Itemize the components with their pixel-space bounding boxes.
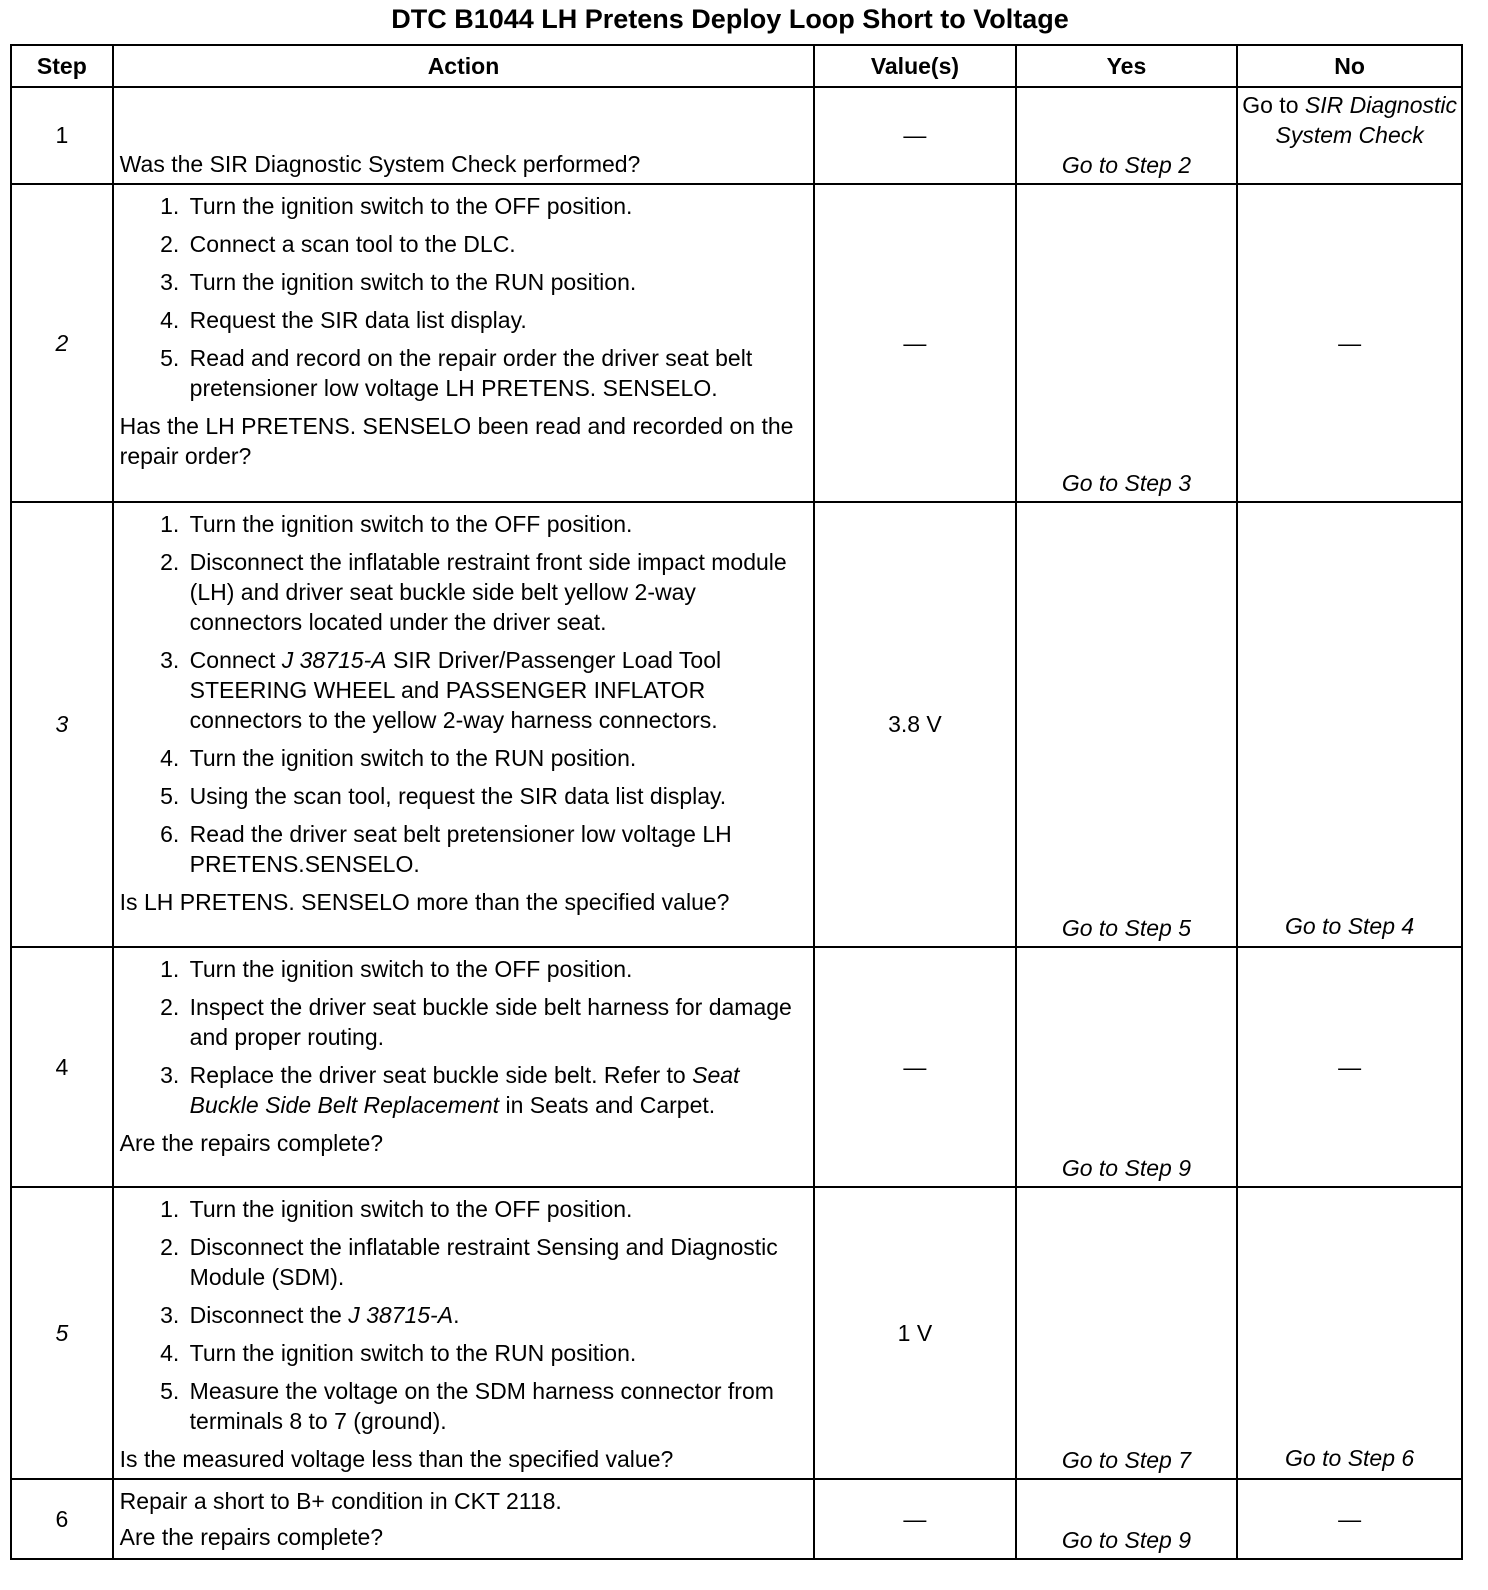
action-step: 1. Turn the ignition switch to the OFF position. (186, 191, 808, 221)
yes-cell: Go to Step 3 (1016, 184, 1238, 502)
action-cell (113, 1187, 815, 1479)
value-text: — (903, 122, 927, 148)
header-step: Step (11, 45, 113, 87)
action-steps-list (120, 191, 808, 403)
step-number: 2 (11, 184, 113, 502)
action-step: 2. Inspect the driver seat buckle side belt harness for damage and proper routing. (186, 992, 808, 1052)
action-step: 5. Read and record on the repair order the driver seat belt pretensioner low voltage LH PRETENS. SENSELO. (186, 343, 808, 403)
yes-cell: Go to Step 2 (1016, 87, 1238, 184)
header-no: No (1237, 45, 1462, 87)
yes-cell: Go to Step 9 (1016, 947, 1238, 1187)
action-question: Was the SIR Diagnostic System Check performed? (119, 151, 641, 177)
no-cell (1237, 87, 1462, 184)
action-step (186, 645, 808, 735)
action-question: Is the measured voltage less than the specified value? (119, 1446, 674, 1472)
action-step-text: Connect (189, 647, 282, 673)
action-step-text: in Seats and Carpet. (499, 1092, 716, 1118)
action-step: 2. Connect a scan tool to the DLC. (186, 229, 808, 259)
no-cell: — (1237, 184, 1462, 502)
action-step: 1. Turn the ignition switch to the OFF position. (186, 1194, 808, 1224)
step-number: 3 (11, 502, 113, 947)
value-text: — (903, 1505, 927, 1532)
action-step (186, 1300, 808, 1330)
action-cell (113, 87, 815, 184)
table-row-step-1 (11, 87, 1462, 184)
value-cell (814, 502, 1015, 947)
action-step-text: . (453, 1302, 460, 1328)
step-number: 1 (11, 87, 113, 184)
action-step: 1. Turn the ignition switch to the OFF position. (186, 509, 808, 539)
no-cell: — (1237, 1479, 1462, 1559)
action-step: 4. Request the SIR data list display. (186, 305, 808, 335)
action-step-text: Disconnect the (189, 1302, 349, 1328)
action-steps-list (120, 509, 808, 879)
header-row (11, 45, 1462, 87)
action-step (186, 1060, 808, 1120)
action-step: 6. Read the driver seat belt pretensioner low voltage LH PRETENS.SENSELO. (186, 819, 808, 879)
action-step: 4. Turn the ignition switch to the RUN position. (186, 1338, 808, 1368)
no-reference: SIR Diagnostic System Check (1275, 92, 1458, 148)
step-number: 5 (11, 1187, 113, 1479)
value-cell (814, 947, 1015, 1187)
action-step-text: SIR Driver/Passenger Load Tool STEERING WHEEL and PASSENGER INFLATOR connectors to the yellow 2-way harness connectors. (189, 647, 722, 733)
diagnostic-table (10, 44, 1463, 1560)
table-row-step-6 (11, 1479, 1462, 1559)
value-text: — (903, 329, 927, 356)
action-question: Are the repairs complete? (119, 1130, 384, 1156)
action-cell (113, 184, 815, 502)
table-row-step-3 (11, 502, 1462, 947)
header-action: Action (113, 45, 815, 87)
table-row-step-4 (11, 947, 1462, 1187)
value-cell (814, 184, 1015, 502)
action-step: 1. Turn the ignition switch to the OFF position. (186, 954, 808, 984)
step-number: 4 (11, 947, 113, 1187)
action-cell (113, 502, 815, 947)
action-question: Is LH PRETENS. SENSELO more than the specified value? (119, 889, 730, 915)
yes-cell: Go to Step 9 (1016, 1479, 1238, 1559)
value-cell (814, 1479, 1015, 1559)
step-number: 6 (11, 1479, 113, 1559)
action-instruction: Repair a short to B+ condition in CKT 2118. (119, 1488, 562, 1514)
action-step: 5. Measure the voltage on the SDM harness connector from terminals 8 to 7 (ground). (186, 1376, 808, 1436)
tool-reference: J 38715-A (281, 647, 387, 673)
action-steps-list (120, 954, 808, 1120)
value-text: — (903, 1053, 927, 1080)
no-cell: Go to Step 4 (1237, 502, 1462, 947)
action-step-text: Replace the driver seat buckle side belt. Refer to (189, 1062, 693, 1088)
value-cell (814, 87, 1015, 184)
value-text: 3.8 V (888, 711, 942, 737)
tool-reference: J 38715-A (348, 1302, 454, 1328)
action-question: Are the repairs complete? (119, 1524, 384, 1550)
yes-cell: Go to Step 5 (1016, 502, 1238, 947)
action-cell (113, 1479, 815, 1559)
yes-cell: Go to Step 7 (1016, 1187, 1238, 1479)
no-cell: Go to Step 6 (1237, 1187, 1462, 1479)
header-yes: Yes (1016, 45, 1238, 87)
table-row-step-5 (11, 1187, 1462, 1479)
page-title: DTC B1044 LH Pretens Deploy Loop Short to Voltage (391, 4, 1069, 34)
value-cell (814, 1187, 1015, 1479)
action-step: 4. Turn the ignition switch to the RUN position. (186, 743, 808, 773)
procedure-reference: Seat Buckle Side Belt Replacement (189, 1062, 740, 1118)
value-text: 1 V (897, 1319, 933, 1346)
action-cell (113, 947, 815, 1187)
action-question: Has the LH PRETENS. SENSELO been read and recorded on the repair order? (119, 413, 794, 469)
action-step: 2. Disconnect the inflatable restraint front side impact module (LH) and driver seat buckle side belt yellow 2-way connectors located under the driver seat. (186, 547, 808, 637)
header-values: Value(s) (814, 45, 1015, 87)
table-row-step-2 (11, 184, 1462, 502)
no-cell: — (1237, 947, 1462, 1187)
action-step: 2. Disconnect the inflatable restraint Sensing and Diagnostic Module (SDM). (186, 1232, 808, 1292)
action-step: 5. Using the scan tool, request the SIR data list display. (186, 781, 808, 811)
action-step: 3. Turn the ignition switch to the RUN position. (186, 267, 808, 297)
action-steps-list (120, 1194, 808, 1436)
no-prefix: Go to (1242, 92, 1305, 118)
